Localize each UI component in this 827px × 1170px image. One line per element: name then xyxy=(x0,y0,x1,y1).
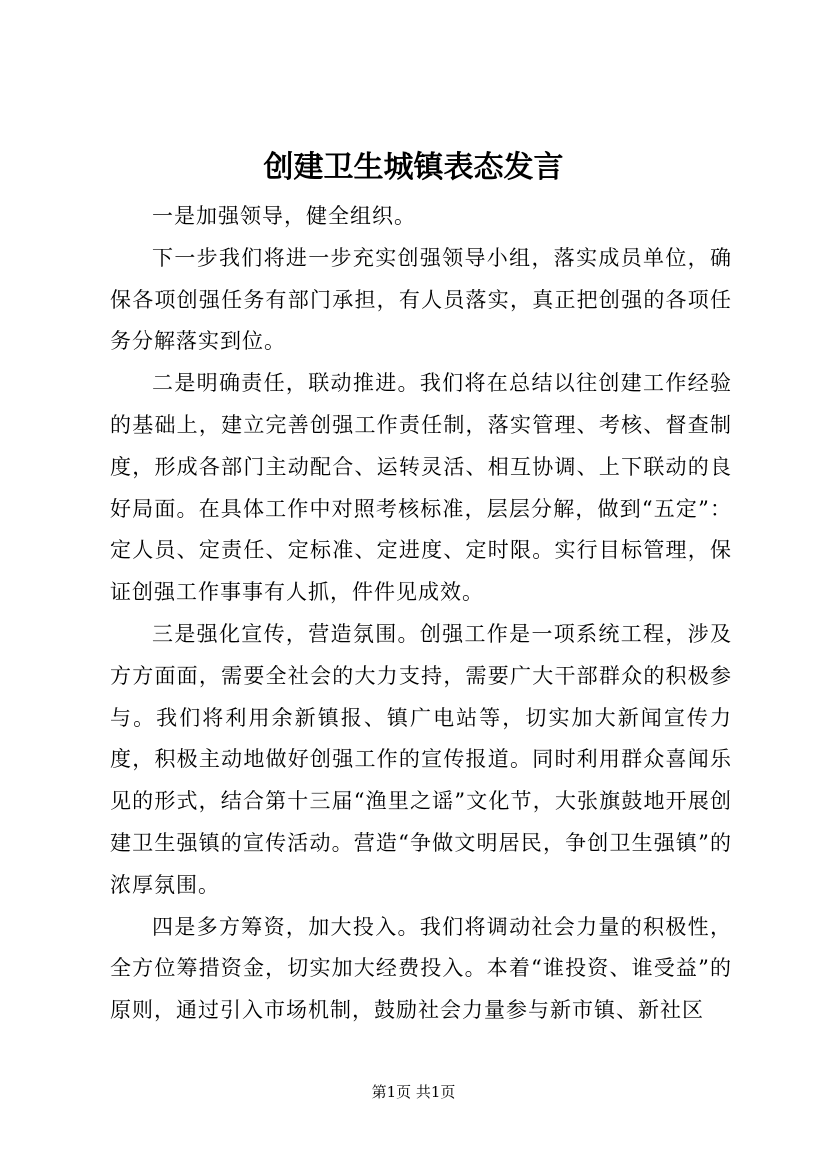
paragraph-2: 下一步我们将进一步充实创强领导小组，落实成员单位，确保各项创强任务有部门承担，有人员落实，真正把创强的各项任务分解落实到位。 xyxy=(110,245,732,354)
document-title: 创建卫生城镇表态发言 xyxy=(263,150,564,185)
paragraph-1: 一是加强领导，健全组织。 xyxy=(152,204,416,228)
document-body xyxy=(110,196,732,1032)
paragraph-3: 二是明确责任，联动推进。我们将在总结以往创建工作经验的基础上，建立完善创强工作责任制，落实管理、考核、督查制度，形成各部门主动配合、运转灵活、相互协调、上下联动的良好局面。在具体工作中对照考核标准，层层分解，做到“五定”：定人员、定责任、定标准、定进度、定时限。实行目标管理，保证创强工作事事有人抓，件件见成效。 xyxy=(110,371,732,605)
page-footer: 第1页 共1页 xyxy=(371,1083,456,1101)
paragraph-4: 三是强化宣传，营造氛围。创强工作是一项系统工程，涉及方方面面，需要全社会的大力支持，需要广大干部群众的积极参与。我们将利用余新镇报、镇广电站等，切实加大新闻宣传力度，积极主动地做好创强工作的宣传报道。同时利用群众喜闻乐见的形式，结合第十三届“渔里之谣”文化节，大张旗鼓地开展创建卫生强镇的宣传活动。营造“争做文明居民，争创卫生强镇”的浓厚氛围。 xyxy=(110,621,732,897)
paragraph-5: 四是多方筹资，加大投入。我们将调动社会力量的积极性，全方位筹措资金，切实加大经费投入。本着“谁投资、谁受益”的原则，通过引入市场机制，鼓励社会力量参与新市镇、新社区 xyxy=(110,914,732,1023)
